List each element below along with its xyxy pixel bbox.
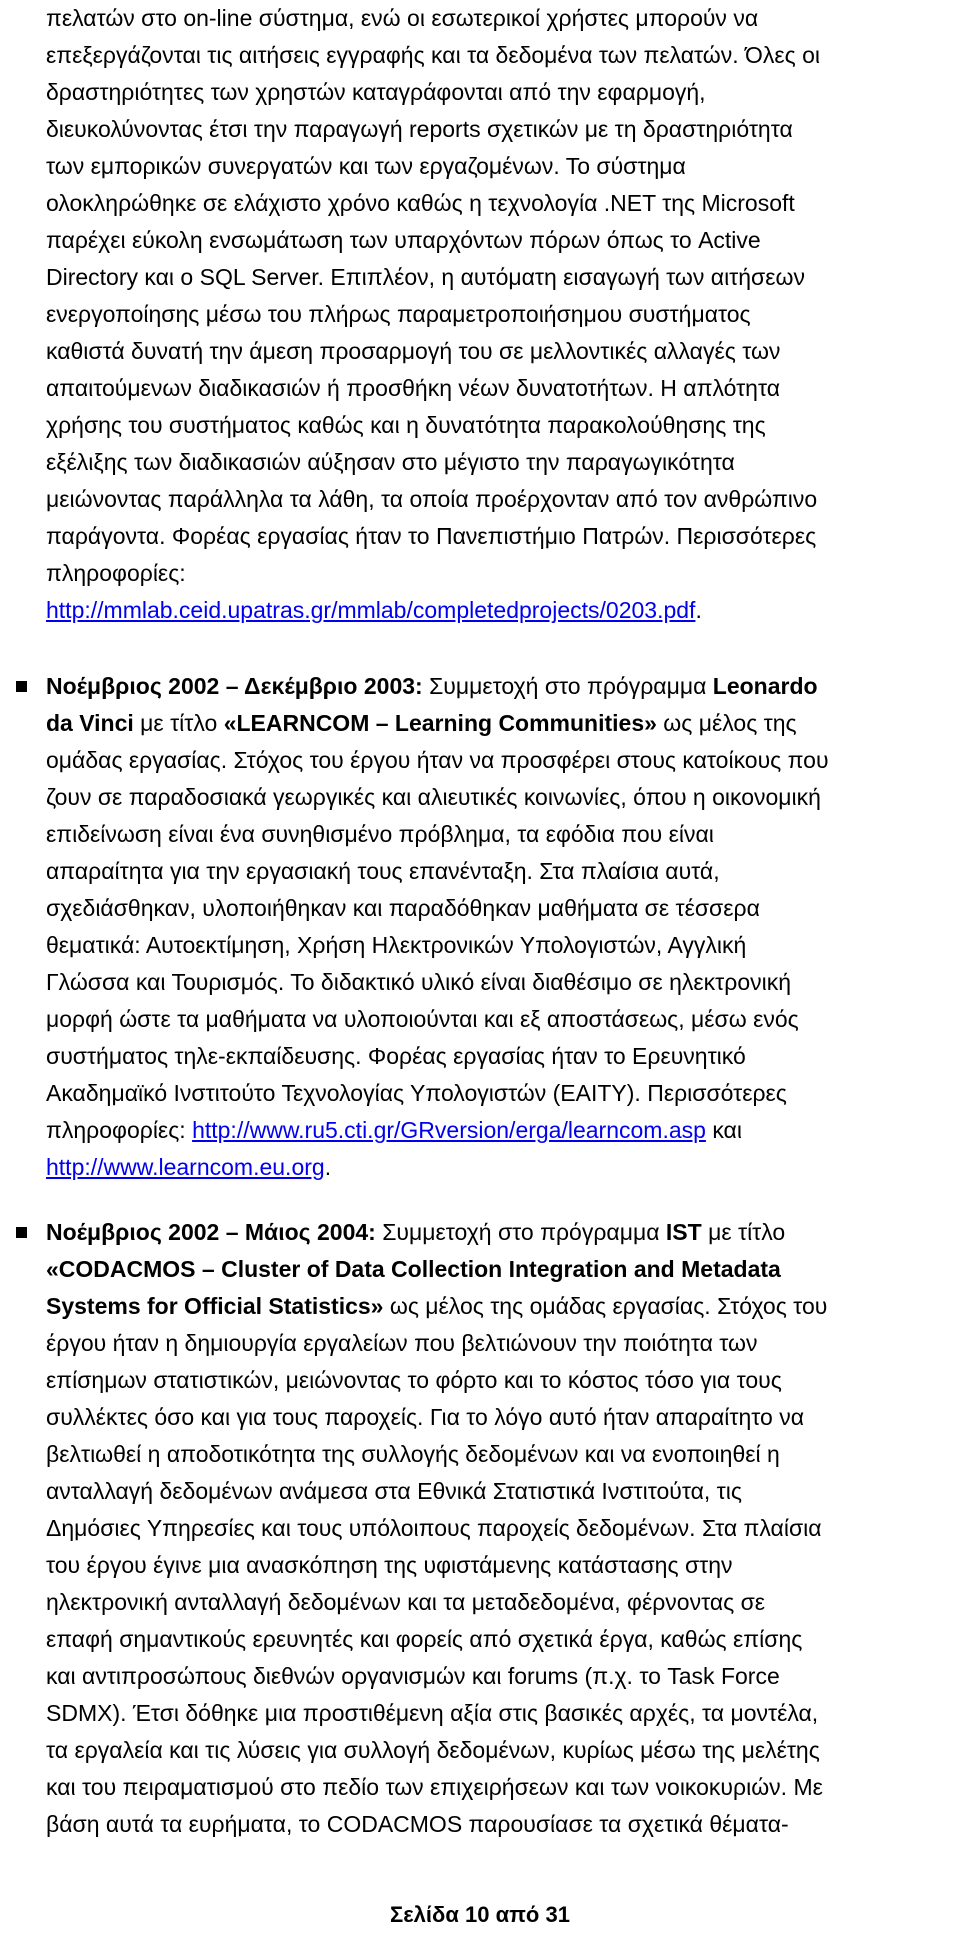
paragraph-line: επιδείνωση είναι ένα συνηθισμένο πρόβλημα, τα εφόδια που είναι [46,821,714,847]
paragraph-line: ενεργοποίησης μέσω του πλήρως παραμετροποιήσημου συστήματος [46,301,751,327]
paragraph-line: Directory και ο SQL Server. Επιπλέον, η αυτόματη εισαγωγή των αιτήσεων [46,264,805,290]
learncom-cti-link[interactable]: http://www.ru5.cti.gr/GRversion/erga/learncom.asp [192,1117,706,1143]
paragraph-line: τα εργαλεία και τις λύσεις για συλλογή δεδομένων, κυρίως μέσω της μελέτης [46,1737,820,1763]
paragraph-line: μειώνοντας παράλληλα τα λάθη, τα οποία προέρχονταν από τον ανθρώπινο [46,486,818,512]
paragraph-line: και του πειραματισμού στο πεδίο των επιχειρήσεων και των νοικοκυριών. Με [46,1774,823,1800]
paragraph-line [46,705,960,742]
intro-paragraph [46,0,960,629]
paragraph-line [46,1251,960,1288]
paragraph-line: μορφή ώστε τα μαθήματα να υλοποιούνται και εξ αποστάσεως, μέσω ενός [46,1006,799,1032]
paragraph-line: πληροφορίες: [46,560,186,586]
paragraph-line: και αντιπροσώπους διεθνών οργανισμών και forums (π.χ. το Task Force [46,1663,780,1689]
page-footer [0,1900,960,1930]
paragraph-line: ολοκληρώθηκε σε ελάχιστο χρόνο καθώς η τεχνολογία .NET της Microsoft [46,190,795,216]
item-dates: Νοέμβριος 2002 – Μάιος 2004: [46,1219,376,1245]
paragraph-line: συστήματος τηλε-εκπαίδευσης. Φορέας εργασίας ήταν το Ερευνητικό [46,1043,746,1069]
paragraph-line: ομάδας εργασίας. Στόχος του έργου ήταν να προσφέρει στους κατοίκους που [46,747,829,773]
paragraph-line: επίσημων στατιστικών, μειώνοντας το φόρτο και το κόστος τόσο για τους [46,1367,782,1393]
paragraph-line: απαιτούμενων διαδικασιών ή προσθήκη νέων δυνατοτήτων. Η απλότητα [46,375,781,401]
paragraph-line: δραστηριότητες των χρηστών καταγράφονται από την εφαρμογή, [46,79,706,105]
item-dates: Νοέμβριος 2002 – Δεκέμβριο 2003: [46,673,423,699]
paragraph-line: καθιστά δυνατή την άμεση προσαρμογή του σε μελλοντικές αλλαγές των [46,338,781,364]
program-name: IST [665,1219,702,1245]
paragraph-line: των εμπορικών συνεργατών και των εργαζομένων. Το σύστημα [46,153,686,179]
bullet-square-icon [16,681,27,692]
paragraph-line: ηλεκτρονική ανταλλαγή δεδομένων και τα μεταδεδομένα, φέρνοντας σε [46,1589,766,1615]
paragraph-line: βάση αυτά τα ευρήματα, το CODACMOS παρουσίασε τα σχετικά θέματα- [46,1811,789,1837]
bullet-square-icon [16,1227,27,1238]
paragraph-line: απαραίτητα για την εργασιακή τους επανένταξη. Στα πλαίσια αυτά, [46,858,720,884]
program-name: Leonardo [712,673,818,699]
learncom-paragraph [46,668,960,1186]
paragraph-line: επεξεργάζονται τις αιτήσεις εγγραφής και τα δεδομένα των πελατών. Όλες οι [46,42,820,68]
paragraph-line: βελτιωθεί η αποδοτικότητα της συλλογής δεδομένων και να ενοποιηθεί η [46,1441,780,1467]
item-text: Συμμετοχή στο πρόγραμμα [422,673,713,699]
paragraph-line [46,592,960,629]
item-text: Συμμετοχή στο πρόγραμμα [375,1219,666,1245]
paragraph-line: επαφή σημαντικούς ερευνητές και φορείς από σχετικά έργα, καθώς επίσης [46,1626,803,1652]
program-name-cont: da Vinci [46,710,134,736]
mmlab-link[interactable]: http://mmlab.ceid.upatras.gr/mmlab/completedprojects/0203.pdf [46,597,696,623]
project-title-cont: Systems for Official Statistics» [46,1293,384,1319]
link-suffix: . [695,597,702,623]
project-title: «CODACMOS – Cluster of Data Collection Integration and Metadata [46,1256,781,1282]
paragraph-line: εξέλιξης των διαδικασιών αύξησαν στο μέγιστο την παραγωγικότητα [46,449,735,475]
paragraph-line: συλλέκτες όσο και για τους παροχείς. Για το λόγο αυτό ήταν απαραίτητο να [46,1404,804,1430]
paragraph-line [46,1214,960,1251]
paragraph-line: SDMX). Έτσι δόθηκε μια προστιθέμενη αξία στις βασικές αρχές, τα μοντέλα, [46,1700,819,1726]
page-number-label: Σελίδα 10 από 31 [390,1902,570,1927]
codacmos-paragraph [46,1214,960,1843]
paragraph-line: θεματικά: Αυτοεκτίμηση, Χρήση Ηλεκτρονικών Υπολογιστών, Αγγλική [46,932,747,958]
paragraph-line: του έργου έγινε μια ανασκόπηση της υφιστάμενης κατάστασης στην [46,1552,733,1578]
paragraph-line: χρήσης του συστήματος καθώς και η δυνατότητα παρακολούθησης της [46,412,766,438]
project-title: «LEARNCOM – Learning Communities» [223,710,657,736]
paragraph-line: σχεδιάσθηκαν, υλοποιήθηκαν και παραδόθηκαν μαθήματα σε τέσσερα [46,895,760,921]
paragraph-line: ανταλλαγή δεδομένων ανάμεσα στα Εθνικά Στατιστικά Ινστιτούτα, τις [46,1478,742,1504]
paragraph-line [46,1149,960,1186]
item-text: ως μέλος της [656,710,797,736]
paragraph-line: ζουν σε παραδοσιακά γεωργικές και αλιευτικές κοινωνίες, όπου η οικονομική [46,784,821,810]
paragraph-line: Ακαδημαϊκό Ινστιτούτο Τεχνολογίας Υπολογιστών (ΕΑΙΤΥ). Περισσότερες [46,1080,787,1106]
paragraph-line [46,1112,960,1149]
item-text: πληροφορίες: [46,1117,193,1143]
item-text: ως μέλος της ομάδας εργασίας. Στόχος του [383,1293,828,1319]
paragraph-line: Γλώσσα και Τουρισμός. Το διδακτικό υλικό είναι διαθέσιμο σε ηλεκτρονική [46,969,792,995]
paragraph-line: παρέχει εύκολη ενσωμάτωση των υπαρχόντων πόρων όπως το Active [46,227,761,253]
paragraph-line: πελατών στο on-line σύστημα, ενώ οι εσωτερικοί χρήστες μπορούν να [46,5,759,31]
link-suffix: . [324,1154,332,1180]
paragraph-line: Δημόσιες Υπηρεσίες και τους υπόλοιπους παροχείς δεδομένων. Στα πλαίσια [46,1515,822,1541]
paragraph-line: παράγοντα. Φορέας εργασίας ήταν το Πανεπιστήμιο Πατρών. Περισσότερες [46,523,817,549]
learncom-eu-link[interactable]: http://www.learncom.eu.org [46,1154,325,1180]
paragraph-line [46,1288,960,1325]
item-text: με τίτλο [133,710,224,736]
paragraph-line: διευκολύνοντας έτσι την παραγωγή reports σχετικών με τη δραστηριότητα [46,116,793,142]
item-text: με τίτλο [701,1219,786,1245]
paragraph-line [46,668,960,705]
item-text: και [705,1117,742,1143]
paragraph-line: έργου ήταν η δημιουργία εργαλείων που βελτιώνουν την ποιότητα των [46,1330,758,1356]
